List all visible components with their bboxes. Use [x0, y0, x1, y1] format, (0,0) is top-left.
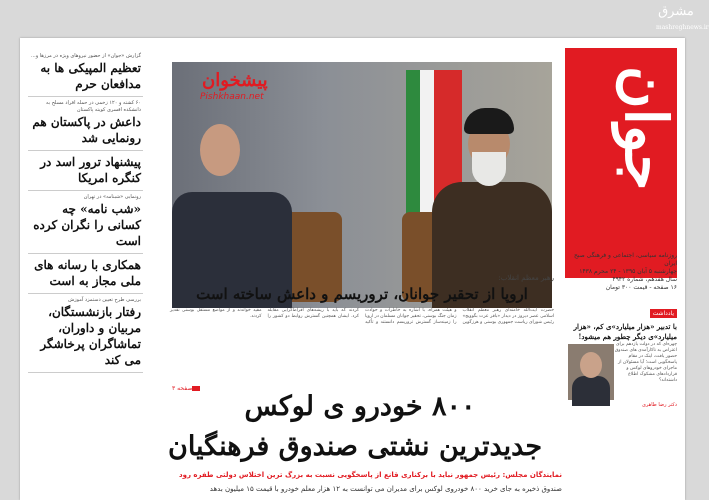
left-news-kicker: ۶۰ کشته و ۱۲۰ زخمی در حمله افراد مسلح به دانشکده افسری کویته پاکستان [46, 100, 141, 113]
masthead-info-line: سال هفدهم، شماره ۴۹۴۲ [612, 276, 677, 283]
left-news-headline: «شب نامه» چه کسانی را نگران کرده است [33, 202, 141, 248]
guest-head [200, 124, 240, 176]
pishkhan-watermark: پیشخوان [202, 70, 268, 91]
left-news-item[interactable] [28, 151, 143, 191]
lead-headline-line2[interactable]: جدیدترین نشتی صندوق فرهنگیان [167, 431, 543, 462]
leader-beard [472, 152, 506, 186]
main-photo[interactable] [172, 62, 552, 308]
mashregh-watermark [656, 4, 709, 44]
left-news-kicker: گزارش «جوان» از حضور نیروهای ویژه در مرزها و... [30, 53, 141, 59]
lead-subhead-red: نمایندگان مجلس: رئیس جمهور نباید با برکناری قانع از پاسخگویی نسبت به بزرگ ترین اختلاس دولتی طفره رود [179, 471, 562, 479]
left-news-column [28, 50, 143, 498]
masthead-logo: جوان [612, 66, 680, 191]
main-story-body [170, 308, 554, 386]
left-news-headline: همکاری با رسانه های ملی مجاز به است [34, 258, 141, 288]
main-story-headline[interactable]: اروپا از تحقیر جوانان، تروریسم و داعش ساخته است [196, 285, 528, 303]
left-news-headline: تعظیم المپیکی ها به مدافعان حرم [40, 61, 141, 91]
newspaper-page [20, 38, 685, 500]
left-news-item[interactable] [28, 254, 143, 294]
left-news-item[interactable] [28, 191, 143, 254]
left-news-headline: داعش در پاکستان هم رونمایی شد [32, 115, 141, 145]
portrait-head [580, 352, 602, 378]
opinion-text: چهره‌ای که در دولت یازدهم برای اعتراض به ناکارآمدی های صندوق حضور یافت، اینک در مقام پاسخگویی است؛ آیا مسئولان از ماجرای خودروهای لوکس و قراردادهای مشکوک اطلاع داشته‌اند؟ [614, 342, 677, 383]
opinion-author: دکتر رضا طاهری [641, 402, 677, 408]
mashregh-logo-text: مشرق [658, 4, 694, 19]
opinion-tag: یادداشت [650, 309, 677, 318]
left-news-item[interactable] [28, 97, 143, 151]
left-news-item[interactable] [28, 50, 143, 97]
masthead-info [565, 252, 677, 292]
pishkhan-url: Pishkhaan.net [200, 92, 264, 102]
main-story-paragraph: حضرت آیت‌الله خامنه‌ای رهبر معظم انقلاب اسلامی عصر دیروز در دیدار «باقر عزت بگوویچ» رئیس شورای ریاست جمهوری بوسنی و هرزگوین و هیئت همراه، با اشاره به خاطرات و حوادث زمان جنگ بوسنی، تحقیر جوانان مسلمان در اروپا را زمینه‌ساز گسترش تروریسم دانستند و تأکید کردند که باید با ریشه‌های افراط‌گرایی مقابله کرد. ایشان همچنین گسترش روابط دو کشور را مفید خواندند و از مواضع مستقل بوسنی تقدیر کردند. [170, 308, 554, 325]
portrait-body [572, 376, 610, 406]
page-ref-label: صفحه ۳ [172, 385, 193, 392]
left-news-item[interactable] [28, 294, 143, 373]
left-news-kicker: بررسی طرح تعیین دستمزد آموزش [68, 297, 141, 303]
opinion-box[interactable] [565, 300, 677, 490]
masthead-info-line: ۱۶ صفحه - قیمت ۳۰۰ تومان [605, 284, 677, 291]
masthead [565, 48, 680, 278]
left-news-kicker: رونمایی «شبنامه» در تهران [83, 194, 141, 200]
masthead-info-line: چهارشنبه ۵ آبان ۱۳۹۵ - ۲۴ محرم ۱۴۳۸ [579, 268, 677, 275]
masthead-info-line: روزنامه سیاسی، اجتماعی و فرهنگی صبح ایران [574, 252, 677, 267]
lead-subhead: صندوق ذخیره به جای خرید ۸۰۰ خودروی لوکس برای مدیران می توانست به ۱۲ هزار معلم خودرو با قیمت ۱۵ میلیون بدهد [209, 485, 562, 493]
lead-headline-line1[interactable]: ۸۰۰ خودرو ی لوکس [244, 391, 476, 422]
mashregh-url: mashreghnews.ir [656, 24, 709, 31]
main-story-kicker: رهبر معظم انقلاب: [498, 274, 554, 282]
left-news-headline: رفتار بازنشستگان، مربیان و داوران، تماشاگران پرخاشگر می کند [40, 305, 141, 367]
author-portrait [568, 344, 614, 400]
left-news-headline: پیشنهاد ترور اسد در کنگره امریکا [40, 155, 141, 185]
opinion-headline: با تدبیر «هزار میلیارد»ی کم، «هزار میلیارد»ی دیگر چطور هم میشود! [573, 322, 677, 341]
